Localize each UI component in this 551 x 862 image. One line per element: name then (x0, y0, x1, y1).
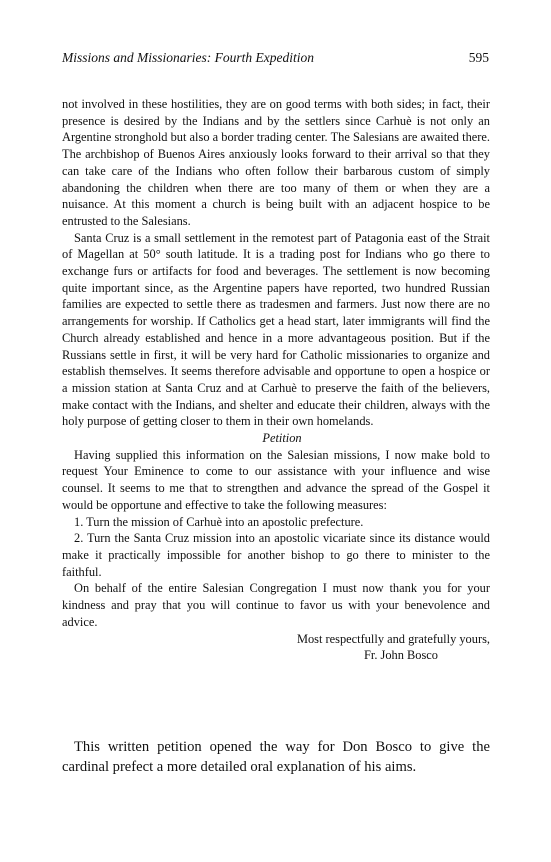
petition-heading: Petition (262, 431, 302, 446)
list-item: 1. Turn the mission of Carhuè into an apostolic prefecture. (74, 514, 364, 529)
narrative-paragraph: This written petition opened the way for Don Bosco to give the cardinal prefect a more detailed oral explanation of his aims. (62, 739, 490, 775)
list-item: 2. Turn the Santa Cruz mission into an apostolic vicariate since its distance would make it practically impossible for another bishop to go there to minister to the faithful. (62, 531, 490, 579)
page-header (62, 50, 489, 66)
petition-intro: Having supplied this information on the Salesian missions, I now make bold to request Your Eminence to come to our assistance with your influence and wise counsel. It seems to me that to strengthen and advance the spread of the Gospel it would be opportune and effective to take the following measures: (62, 447, 490, 512)
letter-body (62, 96, 490, 664)
closing-paragraph: On behalf of the entire Salesian Congregation I must now thank you for your kindness and pray that you will continue to favor us with your benevolence and advice. (62, 581, 490, 629)
page-number: 595 (468, 50, 489, 65)
paragraph-carhue: not involved in these hostilities, they are on good terms with both sides; in fact, their presence is desired by the Indians and by the settlers since Carhuè is not only an Argentine stronghold but also a border trading center. The Salesians are awaited there. The archbishop of Buenos Aires anxiously looks forward to their arrival so that they can take care of the Indians who often follow their barbarous custom of simply abandoning the children when there are too many of them or when they are a nuisance. At this moment a church is being built with an adjacent hospice to be entrusted to the Salesians. (62, 97, 490, 228)
running-title: Missions and Missionaries: Fourth Expedition (62, 50, 314, 65)
signature: Fr. John Bosco (363, 648, 438, 663)
valediction: Most respectfully and gratefully yours, (296, 631, 490, 646)
paragraph-santa-cruz: Santa Cruz is a small settlement in the remotest part of Patagonia east of the Strait of Magellan at 50° south latitude. It is a trading post for Indians who go there to exchange furs or artifacts for food and beverages. The settlement is now becoming quite important since, as the Argentine papers have reported, two hundred Russian families are expected to settle there as tradesmen and farmers. Just now there are no arrangements for worship. If Catholics get a head start, later immigrants will find the Church already established and hence in a more advantageous position. But if the Russians settle in first, it will be very hard for Catholic missionaries to organize and establish themselves. It seems therefore advisable and opportune to open a hospice or a mission station at Santa Cruz and at Carhuè to preserve the faith of the believers, make contact with the Indians, and shelter and educate their children, always with the holy purpose of getting closer to them in their own homelands. (62, 230, 490, 429)
measures-list (62, 514, 490, 581)
